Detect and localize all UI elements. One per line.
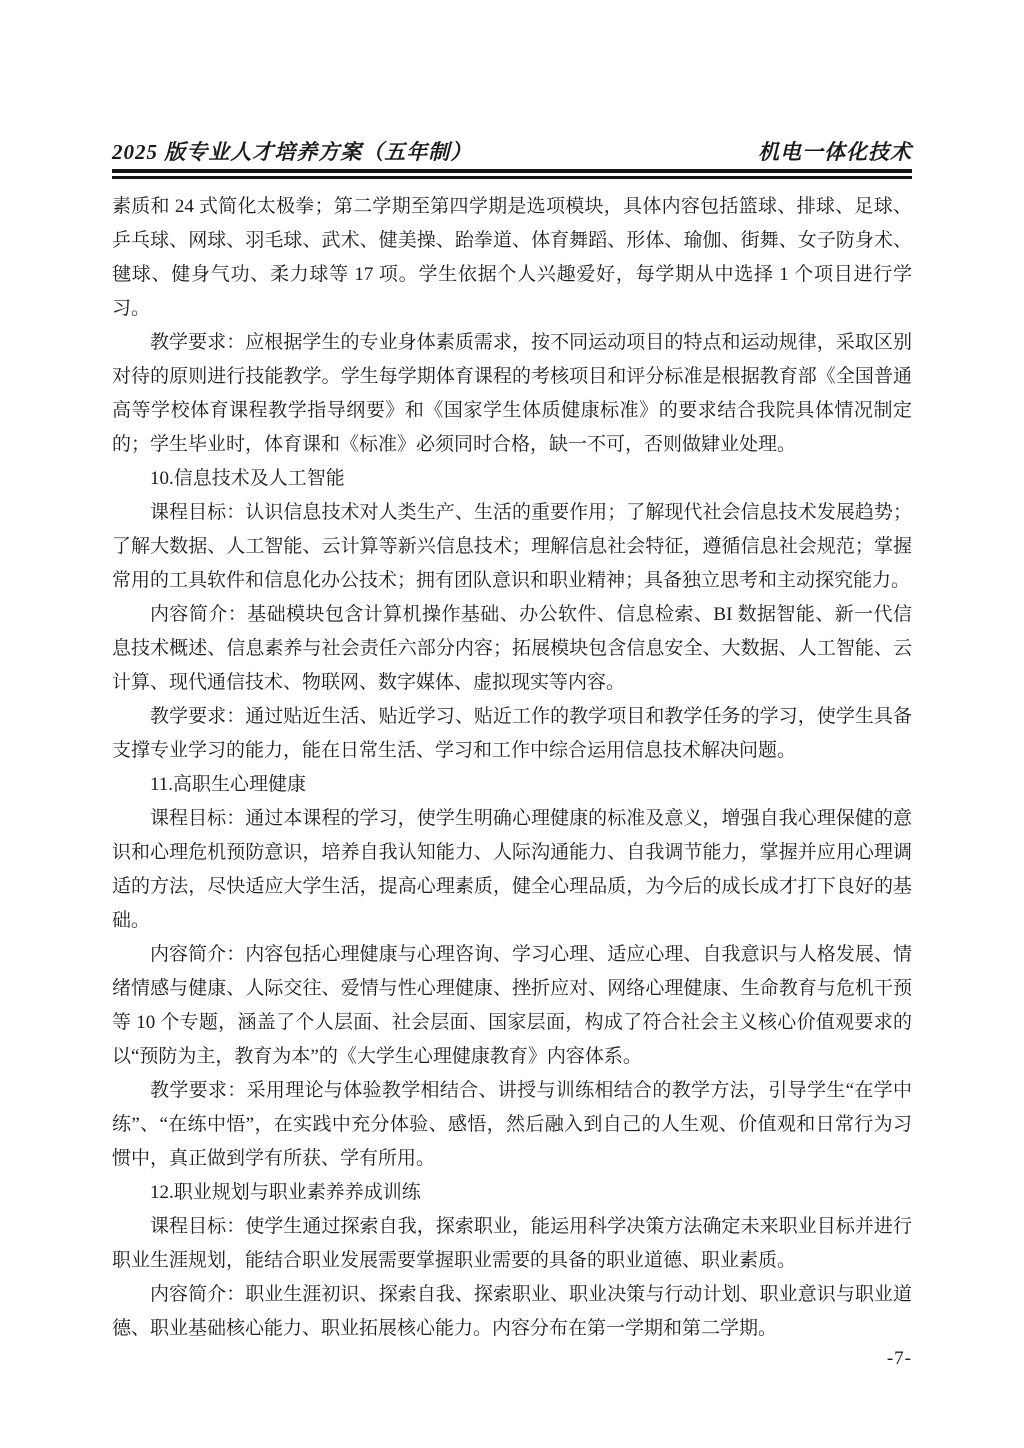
paragraph: 教学要求：采用理论与体验教学相结合、讲授与训练相结合的教学方法，引导学生“在学中练”、“在练中悟”，在实践中充分体验、感悟，然后融入到自己的人生观、价值观和日常行为习惯中，真正做到学有所获、学有所用。 [112,1080,912,1169]
header-right-title: 机电一体化技术 [758,140,912,164]
document-body [112,190,912,1346]
section-heading: 12.职业规划与职业素养养成训练 [150,1182,421,1203]
header-left-title: 2025 版专业人才培养方案（五年制） [112,140,473,164]
paragraph: 课程目标：认识信息技术对人类生产、生活的重要作用；了解现代社会信息技术发展趋势；了解大数据、人工智能、云计算等新兴信息技术；理解信息社会特征，遵循信息社会规范；掌握常用的工具软件和信息化办公技术；拥有团队意识和职业精神；具备独立思考和主动探究能力。 [112,502,912,591]
paragraph: 内容简介：基础模块包含计算机操作基础、办公软件、信息检索、BI 数据智能、新一代信息技术概述、信息素养与社会责任六部分内容；拓展模块包含信息安全、大数据、人工智能、云计算、现代通信技术、物联网、数字媒体、虚拟现实等内容。 [112,604,912,693]
page-number: -7- [886,1348,912,1369]
paragraph: 素质和 24 式简化太极拳；第二学期至第四学期是选项模块，具体内容包括篮球、排球、足球、乒乓球、网球、羽毛球、武术、健美操、跆拳道、体育舞蹈、形体、瑜伽、街舞、女子防身术、毽球、健身气功、柔力球等 17 项。学生依据个人兴趣爱好，每学期从中选择 1 个项目进行学习。 [112,196,912,319]
section-heading: 11.高职生心理健康 [150,774,307,795]
paragraph: 教学要求：通过贴近生活、贴近学习、贴近工作的教学项目和教学任务的学习，使学生具备支撑专业学习的能力，能在日常生活、学习和工作中综合运用信息技术解决问题。 [112,706,912,761]
paragraph: 课程目标：使学生通过探索自我，探索职业，能运用科学决策方法确定未来职业目标并进行职业生涯规划，能结合职业发展需要掌握职业需要的具备的职业道德、职业素质。 [112,1216,912,1271]
paragraph: 教学要求：应根据学生的专业身体素质需求，按不同运动项目的特点和运动规律，采取区别对待的原则进行技能教学。学生每学期体育课程的考核项目和评分标准是根据教育部《全国普通高等学校体育课程教学指导纲要》和《国家学生体质健康标准》的要求结合我院具体情况制定的；学生毕业时，体育课和《标准》必须同时合格，缺一不可，否则做肄业处理。 [112,332,912,455]
page-footer [112,1348,912,1370]
paragraph: 内容简介：职业生涯初识、探索自我、探索职业、职业决策与行动计划、职业意识与职业道德、职业基础核心能力、职业拓展核心能力。内容分布在第一学期和第二学期。 [112,1284,912,1339]
paragraph: 课程目标：通过本课程的学习，使学生明确心理健康的标准及意义，增强自我心理保健的意识和心理危机预防意识，培养自我认知能力、人际沟通能力、自我调节能力，掌握并应用心理调适的方法，尽快适应大学生活，提高心理素质，健全心理品质，为今后的成长成才打下良好的基础。 [112,808,912,931]
header-double-rule [112,169,912,179]
paragraph: 内容简介：内容包括心理健康与心理咨询、学习心理、适应心理、自我意识与人格发展、情绪情感与健康、人际交往、爱情与性心理健康、挫折应对、网络心理健康、生命教育与危机干预等 10 个专题，涵盖了个人层面、社会层面、国家层面，构成了符合社会主义核心价值观要求的以“预防为主，教育为本”的《大学生心理健康教育》内容体系。 [112,944,912,1067]
page-header [112,136,912,166]
section-heading: 10.信息技术及人工智能 [150,468,345,489]
